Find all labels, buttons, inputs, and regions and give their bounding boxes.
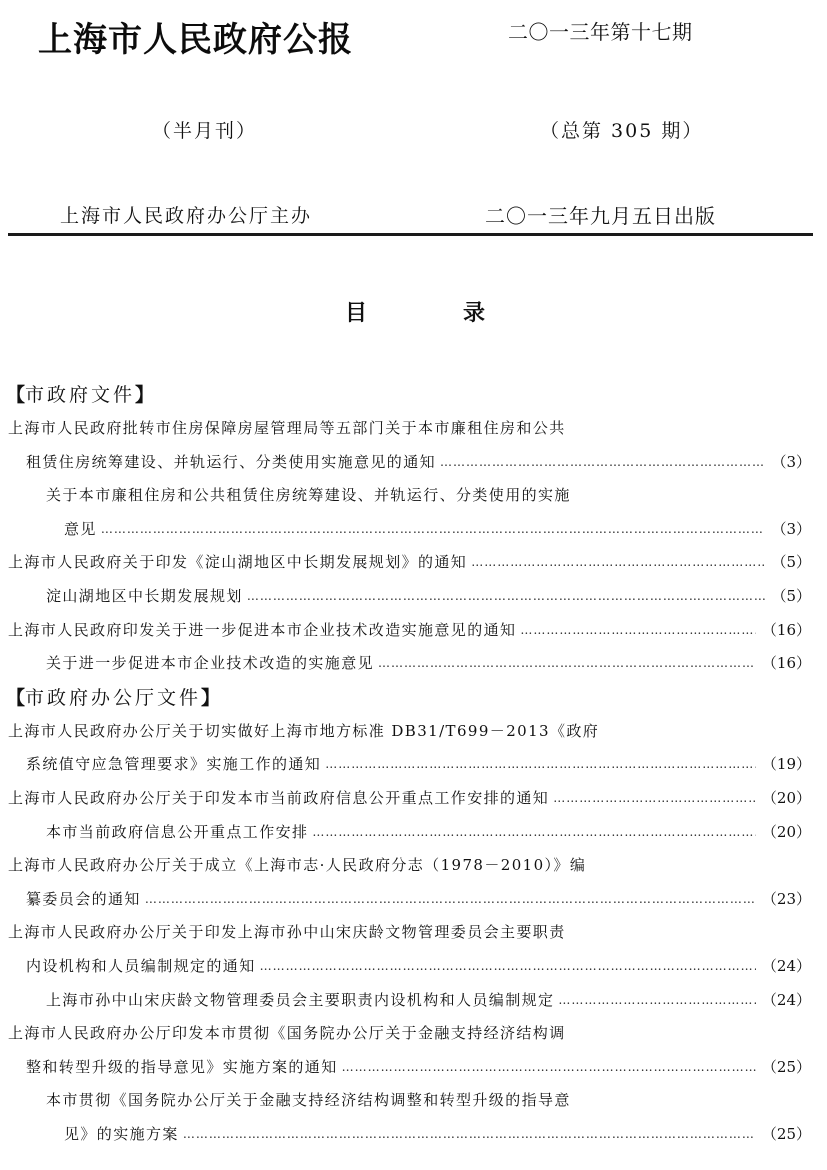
toc-entry-title: 租赁住房统筹建设、并轨运行、分类使用实施意见的通知	[26, 452, 437, 471]
toc-entry[interactable]	[0, 782, 827, 816]
page-number: （19）	[761, 755, 811, 774]
page-number: （25）	[761, 1124, 811, 1143]
publication-title: 上海市人民政府公报	[38, 20, 353, 60]
toc-entry	[0, 916, 827, 950]
toc-title-char: 目	[345, 301, 368, 326]
toc-entry-title: 内设机构和人员编制规定的通知	[26, 956, 256, 975]
dot-leader	[471, 546, 765, 580]
bracket-close: 】	[201, 686, 221, 709]
toc-entry-title: 意见	[64, 519, 97, 538]
toc-entry-title: 上海市人民政府办公厅关于印发本市当前政府信息公开重点工作安排的通知	[8, 788, 550, 807]
toc-entry-title: 上海市人民政府印发关于进一步促进本市企业技术改造实施意见的通知	[8, 620, 517, 639]
toc-entry-title: 上海市人民政府办公厅关于印发上海市孙中山宋庆龄文物管理委员会主要职责	[8, 923, 566, 942]
page-number: （24）	[761, 990, 811, 1009]
dot-leader	[183, 1118, 756, 1152]
toc-entry[interactable]	[0, 614, 827, 648]
header-divider	[8, 233, 813, 236]
dot-leader	[145, 883, 756, 917]
publish-date: 二〇一三年九月五日出版	[485, 204, 716, 228]
page-number: （16）	[761, 654, 811, 673]
toc-entry-title: 整和转型升级的指导意见》实施方案的通知	[26, 1057, 338, 1076]
toc-title-char: 录	[462, 301, 485, 326]
toc-entry-title: 纂委员会的通知	[26, 889, 141, 908]
toc-entry[interactable]	[0, 883, 827, 917]
toc-entry[interactable]	[0, 984, 827, 1018]
toc-entry[interactable]	[0, 748, 827, 782]
toc-entry[interactable]	[0, 513, 827, 547]
dot-leader	[440, 446, 765, 480]
dot-leader	[520, 614, 756, 648]
toc-entry[interactable]	[0, 1051, 827, 1085]
dot-leader	[101, 513, 766, 547]
toc-entry-title: 淀山湖地区中长期发展规划	[46, 586, 243, 605]
toc-entry-title: 上海市孙中山宋庆龄文物管理委员会主要职责内设机构和人员编制规定	[46, 990, 555, 1009]
section-title: 市政府办公厅文件	[25, 686, 202, 709]
toc-entry-title: 上海市人民政府办公厅印发本市贯彻《国务院办公厅关于金融支持经济结构调	[8, 1024, 566, 1043]
bracket-open: 【	[6, 384, 26, 406]
toc-entry-title: 关于进一步促进本市企业技术改造的实施意见	[46, 654, 375, 673]
page-number: （20）	[761, 822, 811, 841]
bracket-open: 【	[6, 686, 26, 709]
toc-entry[interactable]	[0, 580, 827, 614]
toc-entry	[0, 1017, 827, 1051]
publication-frequency: （半月刊）	[152, 120, 258, 142]
toc-entry	[0, 849, 827, 883]
page-number: （25）	[761, 1057, 811, 1076]
dot-leader	[558, 984, 756, 1018]
dot-leader	[342, 1051, 756, 1085]
total-issue-number: （总第 305 期）	[540, 120, 704, 142]
dot-leader	[247, 580, 766, 614]
toc-entry	[0, 412, 827, 446]
toc-entry-title: 系统值守应急管理要求》实施工作的通知	[26, 755, 322, 774]
toc-entry-title: 本市贯彻《国务院办公厅关于金融支持经济结构调整和转型升级的指导意	[46, 1091, 571, 1110]
dot-leader	[378, 647, 756, 681]
toc-entry[interactable]	[0, 816, 827, 850]
toc-entry[interactable]	[0, 446, 827, 480]
toc-entry-title: 上海市人民政府批转市住房保障房屋管理局等五部门关于本市廉租住房和公共	[8, 419, 566, 437]
toc-entry[interactable]	[0, 647, 827, 681]
toc-title	[345, 296, 485, 327]
dot-leader	[312, 816, 756, 850]
publisher: 上海市人民政府办公厅主办	[60, 205, 313, 227]
page-number: （5）	[771, 586, 811, 605]
bracket-close: 】	[135, 384, 155, 406]
toc-entry-title: 本市当前政府信息公开重点工作安排	[46, 822, 309, 841]
table-of-contents	[0, 378, 827, 1151]
issue-number: 二〇一三年第十七期	[508, 20, 693, 44]
toc-entry	[0, 479, 827, 513]
dot-leader	[553, 782, 756, 816]
page-number: （24）	[761, 956, 811, 975]
toc-entry-title: 上海市人民政府办公厅关于成立《上海市志·人民政府分志（1978－2010）》编	[8, 856, 587, 875]
page-number: （20）	[761, 788, 811, 807]
page-number: （5）	[771, 553, 811, 572]
toc-entry[interactable]	[0, 1118, 827, 1152]
toc-entry-title: 关于本市廉租住房和公共租赁住房统筹建设、并轨运行、分类使用的实施	[46, 486, 571, 505]
dot-leader	[325, 748, 756, 782]
section-title: 市政府文件	[25, 384, 136, 406]
page-number: （23）	[761, 889, 811, 908]
toc-entry	[0, 1084, 827, 1118]
toc-entry[interactable]	[0, 546, 827, 580]
page-number: （3）	[771, 452, 811, 471]
toc-entry[interactable]	[0, 950, 827, 984]
toc-entry-title: 上海市人民政府办公厅关于切实做好上海市地方标准 DB31/T699－2013《政府	[8, 721, 600, 740]
toc-entry-title: 见》的实施方案	[64, 1124, 179, 1143]
dot-leader	[260, 950, 756, 984]
toc-entry-title: 上海市人民政府关于印发《淀山湖地区中长期发展规划》的通知	[8, 553, 468, 572]
toc-section-header	[0, 378, 827, 412]
toc-section-header	[0, 681, 827, 715]
page-number: （3）	[771, 519, 811, 538]
page-number: （16）	[761, 620, 811, 639]
toc-entry	[0, 715, 827, 749]
